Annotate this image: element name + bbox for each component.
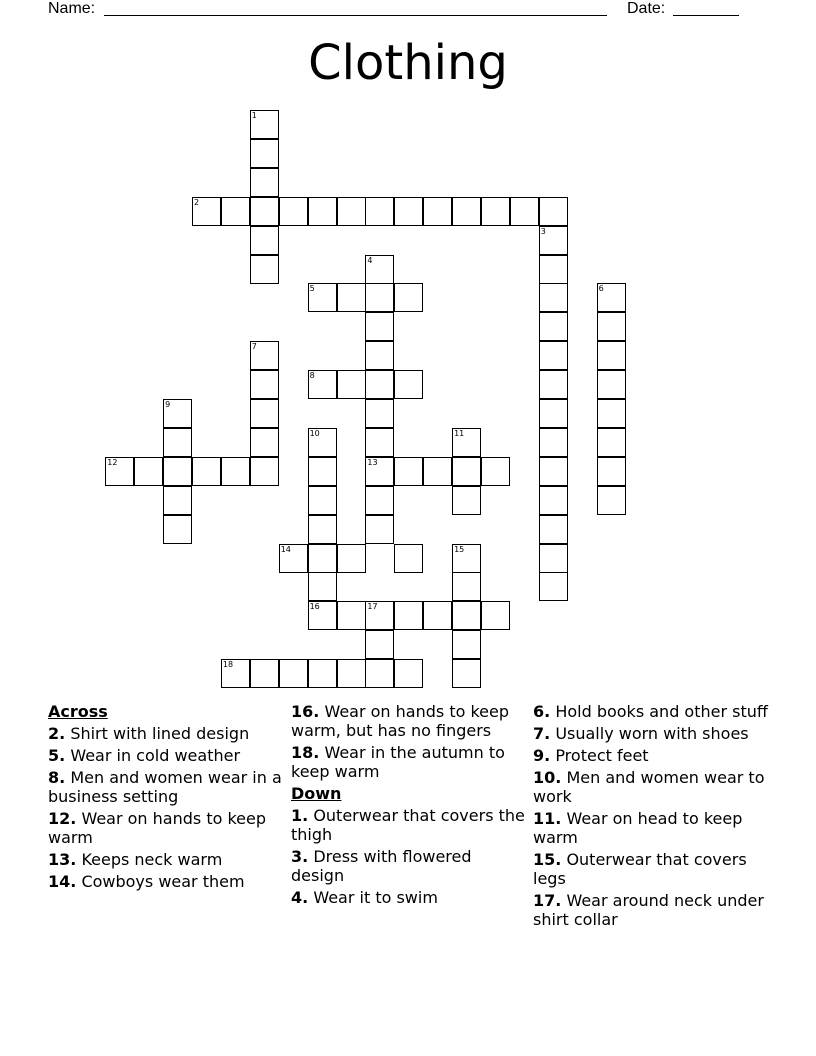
crossword-cell[interactable]	[192, 197, 221, 226]
crossword-cell[interactable]	[423, 457, 452, 486]
crossword-cell[interactable]	[452, 486, 481, 515]
crossword-cell[interactable]	[337, 283, 366, 312]
clue-number: 11	[454, 428, 465, 438]
crossword-cell[interactable]	[250, 370, 279, 399]
crossword-cell[interactable]	[597, 428, 626, 457]
clue-item-text: Men and women wear in a business setting	[48, 768, 282, 806]
crossword-cell[interactable]	[221, 457, 250, 486]
crossword-cell[interactable]	[163, 399, 192, 428]
crossword-cell[interactable]	[452, 544, 481, 573]
crossword-cell[interactable]	[539, 197, 568, 226]
crossword-cell[interactable]	[452, 197, 481, 226]
crossword-cell[interactable]	[279, 659, 308, 688]
crossword-cell[interactable]	[250, 139, 279, 168]
clue-item-text: Outerwear that covers legs	[533, 850, 747, 888]
crossword-cell[interactable]	[539, 283, 568, 312]
clue-number: 8	[309, 371, 315, 381]
crossword-cell[interactable]	[539, 428, 568, 457]
clue-item-text: Dress with flowered design	[291, 847, 472, 885]
clue-item-number: 9.	[533, 746, 551, 765]
crossword-cell[interactable]	[597, 341, 626, 370]
clue-item-number: 12.	[48, 809, 77, 828]
clue-number: 4	[367, 255, 373, 265]
crossword-cell[interactable]	[539, 312, 568, 341]
crossword-cell[interactable]	[597, 457, 626, 486]
crossword-cell[interactable]	[192, 457, 221, 486]
clue-item	[533, 891, 768, 929]
crossword-cell[interactable]	[481, 197, 510, 226]
clue-item-text: Protect feet	[555, 746, 649, 765]
crossword-cell[interactable]	[337, 370, 366, 399]
crossword-cell[interactable]	[481, 601, 510, 630]
crossword-cell[interactable]	[308, 486, 337, 515]
crossword-cell[interactable]	[394, 659, 423, 688]
clue-item	[48, 724, 283, 743]
clue-item	[48, 809, 283, 847]
crossword-cell[interactable]	[539, 341, 568, 370]
clue-item-number: 11.	[533, 809, 562, 828]
crossword-cell[interactable]	[365, 197, 394, 226]
crossword-cell[interactable]	[365, 283, 394, 312]
crossword-cell[interactable]	[250, 168, 279, 197]
crossword-cell[interactable]	[308, 283, 337, 312]
crossword-cell[interactable]	[308, 457, 337, 486]
crossword-cell[interactable]	[337, 601, 366, 630]
crossword-cell[interactable]	[394, 457, 423, 486]
crossword-cell[interactable]	[163, 486, 192, 515]
clue-item-text: Cowboys wear them	[81, 872, 245, 891]
crossword-cell[interactable]	[308, 544, 337, 573]
crossword-cell[interactable]	[365, 601, 394, 630]
crossword-cell[interactable]	[308, 515, 337, 544]
crossword-cell[interactable]	[597, 399, 626, 428]
clue-number: 2	[194, 197, 200, 207]
crossword-cell[interactable]	[279, 197, 308, 226]
clue-item	[533, 850, 768, 888]
crossword-cell[interactable]	[539, 370, 568, 399]
crossword-cell[interactable]	[539, 515, 568, 544]
crossword-cell[interactable]	[423, 197, 452, 226]
crossword-cell[interactable]	[510, 197, 539, 226]
crossword-cell[interactable]	[365, 428, 394, 457]
clue-item-number: 10.	[533, 768, 562, 787]
crossword-cell[interactable]	[452, 572, 481, 601]
clue-item	[291, 888, 526, 907]
crossword-cell[interactable]	[250, 659, 279, 688]
clue-item	[533, 809, 768, 847]
crossword-cell[interactable]	[539, 226, 568, 255]
crossword-cell[interactable]	[105, 457, 134, 486]
crossword-cell[interactable]	[539, 544, 568, 573]
crossword-cell[interactable]	[250, 226, 279, 255]
crossword-cell[interactable]	[163, 457, 192, 486]
clue-number: 18	[222, 660, 234, 670]
crossword-cell[interactable]	[452, 630, 481, 659]
down-clue-list-continued	[533, 702, 768, 929]
crossword-cell[interactable]	[365, 399, 394, 428]
crossword-cell[interactable]	[452, 428, 481, 457]
clue-item-text: Wear on head to keep warm	[533, 809, 743, 847]
clue-item-number: 16.	[291, 702, 320, 721]
crossword-cell[interactable]	[221, 659, 250, 688]
crossword-cell[interactable]	[423, 601, 452, 630]
clue-number: 1	[251, 111, 257, 120]
clue-item-number: 18.	[291, 743, 320, 762]
crossword-cell[interactable]	[394, 370, 423, 399]
clue-number: 17	[367, 602, 378, 612]
across-heading: Across	[48, 702, 108, 721]
crossword-cell[interactable]	[394, 544, 423, 573]
across-clue-list-continued	[291, 702, 526, 781]
clue-number: 6	[598, 284, 604, 294]
crossword-cell[interactable]	[539, 572, 568, 601]
crossword-cell[interactable]	[134, 457, 163, 486]
crossword-cell[interactable]	[250, 197, 279, 226]
crossword-cell[interactable]	[394, 283, 423, 312]
clue-number: 13	[367, 457, 378, 467]
crossword-cell[interactable]	[365, 370, 394, 399]
crossword-cell[interactable]	[394, 197, 423, 226]
across-clue-list	[48, 724, 283, 891]
crossword-cell[interactable]	[250, 341, 279, 370]
crossword-cell[interactable]	[221, 197, 250, 226]
clue-item-text: Usually worn with shoes	[555, 724, 749, 743]
clue-item	[533, 746, 768, 765]
clue-item-text: Shirt with lined design	[70, 724, 250, 743]
clue-item-text: Hold books and other stuff	[555, 702, 768, 721]
clues-column-1	[48, 702, 283, 894]
down-clue-list	[291, 806, 526, 907]
clue-number: 5	[309, 284, 315, 294]
crossword-cell[interactable]	[308, 428, 337, 457]
crossword-cell[interactable]	[452, 601, 481, 630]
puzzle-title: Clothing	[308, 35, 508, 91]
clue-item-text: Wear on hands to keep warm, but has no fingers	[291, 702, 509, 740]
crossword-cell[interactable]	[279, 544, 308, 573]
crossword-cell[interactable]	[597, 486, 626, 515]
clue-item	[533, 724, 768, 743]
crossword-cell[interactable]	[597, 283, 626, 312]
clue-number: 7	[251, 342, 257, 352]
clue-item	[533, 768, 768, 806]
clue-item-text: Men and women wear to work	[533, 768, 765, 806]
clue-item-number: 6.	[533, 702, 551, 721]
crossword-cell[interactable]	[308, 601, 337, 630]
clue-item-text: Wear in the autumn to keep warm	[291, 743, 505, 781]
clue-item	[291, 806, 526, 844]
crossword-cell[interactable]	[250, 110, 279, 139]
clue-item-number: 4.	[291, 888, 309, 907]
crossword-cell[interactable]	[539, 255, 568, 284]
clue-item-number: 17.	[533, 891, 562, 910]
crossword-cell[interactable]	[365, 659, 394, 688]
crossword-cell[interactable]	[365, 486, 394, 515]
crossword-cell[interactable]	[597, 370, 626, 399]
crossword-cell[interactable]	[250, 457, 279, 486]
crossword-cell[interactable]	[163, 428, 192, 457]
crossword-cell[interactable]	[365, 341, 394, 370]
clue-item	[48, 746, 283, 765]
down-heading: Down	[291, 784, 342, 803]
clue-item-text: Wear it to swim	[313, 888, 438, 907]
clue-item	[48, 850, 283, 869]
crossword-cell[interactable]	[365, 515, 394, 544]
clue-item-number: 2.	[48, 724, 66, 743]
clue-item	[48, 872, 283, 891]
crossword-cell[interactable]	[308, 572, 337, 601]
crossword-cell[interactable]	[163, 515, 192, 544]
crossword-cell[interactable]	[452, 659, 481, 688]
clue-item-number: 3.	[291, 847, 309, 866]
crossword-cell[interactable]	[365, 630, 394, 659]
crossword-cell[interactable]	[539, 399, 568, 428]
crossword-cell[interactable]	[481, 457, 510, 486]
clue-item-number: 1.	[291, 806, 309, 825]
crossword-cell[interactable]	[250, 255, 279, 284]
crossword-cell[interactable]	[337, 197, 366, 226]
clue-number: 3	[540, 226, 546, 236]
crossword-cell[interactable]	[365, 457, 394, 486]
crossword-cell[interactable]	[337, 659, 366, 688]
name-label: Name:	[48, 0, 96, 17]
crossword-cell[interactable]	[452, 457, 481, 486]
clue-item-number: 7.	[533, 724, 551, 743]
clue-number: 10	[309, 428, 320, 438]
clue-item-number: 14.	[48, 872, 77, 891]
clue-number: 15	[454, 544, 465, 554]
crossword-cell[interactable]	[539, 457, 568, 486]
clues-column-2	[291, 702, 526, 910]
crossword-cell[interactable]	[539, 486, 568, 515]
crossword-cell[interactable]	[365, 312, 394, 341]
clue-item-text: Outerwear that covers the thigh	[291, 806, 525, 844]
clue-item-number: 15.	[533, 850, 562, 869]
clue-item-text: Wear around neck under shirt collar	[533, 891, 764, 929]
crossword-cell[interactable]	[597, 312, 626, 341]
clue-item-text: Wear in cold weather	[70, 746, 241, 765]
clue-number: 12	[107, 457, 118, 467]
clue-item	[533, 702, 768, 721]
clue-item-text: Wear on hands to keep warm	[48, 809, 266, 847]
clue-item-number: 13.	[48, 850, 77, 869]
clue-number: 14	[280, 544, 291, 554]
clue-item	[291, 847, 526, 885]
date-label: Date:	[627, 0, 666, 17]
clue-item	[291, 743, 526, 781]
clues-column-3	[533, 702, 768, 932]
crossword-cell[interactable]	[394, 601, 423, 630]
clue-number: 16	[309, 602, 320, 612]
clue-item-number: 5.	[48, 746, 66, 765]
clue-item	[291, 702, 526, 740]
crossword-cell[interactable]	[250, 399, 279, 428]
clue-number: 9	[165, 400, 171, 409]
crossword-cell[interactable]	[308, 197, 337, 226]
crossword-cell[interactable]	[308, 370, 337, 399]
crossword-cell[interactable]	[250, 428, 279, 457]
crossword-cell[interactable]	[365, 255, 394, 284]
clue-item-text: Keeps neck warm	[81, 850, 223, 869]
crossword-cell[interactable]	[308, 659, 337, 688]
clue-item	[48, 768, 283, 806]
crossword-cell[interactable]	[337, 544, 366, 573]
clue-item-number: 8.	[48, 768, 66, 787]
